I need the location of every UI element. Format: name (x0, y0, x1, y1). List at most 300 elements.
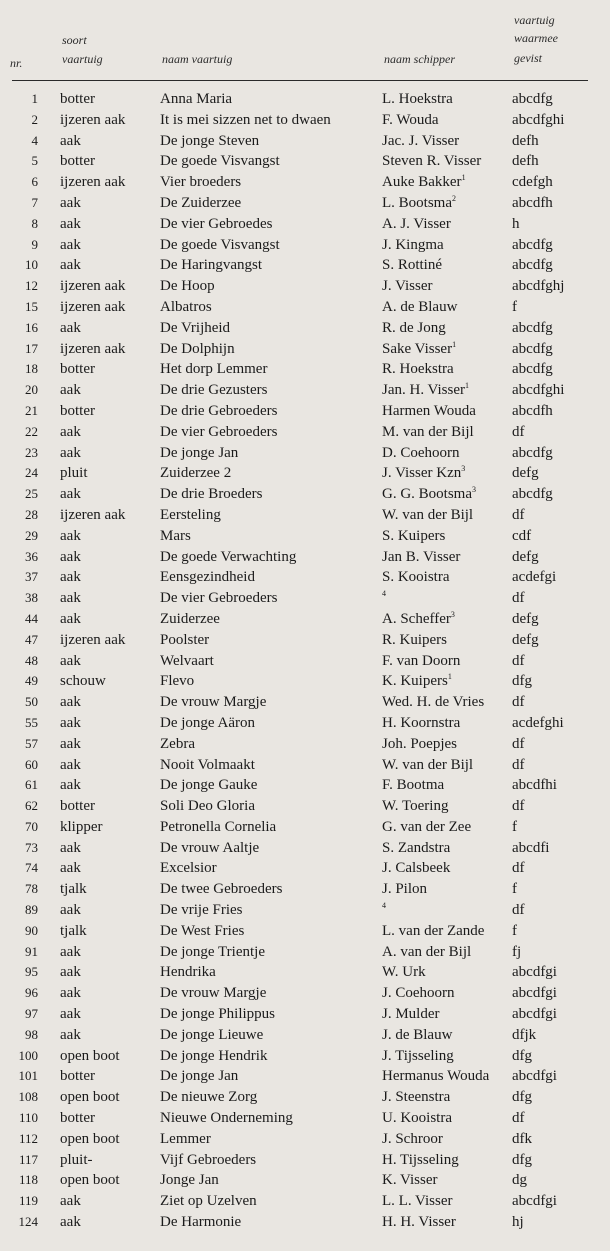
cell-nr: 55 (25, 714, 38, 730)
cell-soort-vaartuig: klipper (60, 818, 103, 835)
cell-nr: 29 (25, 527, 38, 543)
cell-gevist: dfg (512, 1047, 532, 1064)
cell-gevist: df (512, 590, 525, 607)
cell-naam-schipper (382, 692, 484, 713)
schipper-name: J. Mulder (382, 1006, 440, 1023)
cell-nr: 1 (31, 91, 38, 106)
cell-naam-vaartuig: De vrouw Margje (160, 694, 267, 711)
cell-gevist: dfg (512, 1151, 532, 1168)
schipper-name: L. Hoekstra (382, 91, 453, 107)
cell-nr: 50 (25, 694, 38, 710)
table-row (0, 692, 610, 713)
cell-gevist: dfg (512, 1089, 532, 1106)
footnote-marker: 3 (450, 609, 455, 619)
header-soort-line1: soort (62, 33, 87, 47)
schipper-name: Jan B. Visser (382, 548, 461, 565)
cell-soort-vaartuig: aak (60, 694, 81, 711)
cell-soort-vaartuig: botter (60, 91, 95, 107)
cell-naam-schipper (382, 1087, 450, 1108)
cell-soort-vaartuig: aak (60, 1026, 81, 1043)
cell-nr: 8 (31, 215, 38, 231)
cell-nr: 91 (25, 943, 38, 959)
cell-naam-vaartuig: De jonge Hendrik (160, 1047, 268, 1064)
cell-naam-schipper (382, 734, 457, 755)
cell-naam-schipper (382, 983, 455, 1004)
cell-gevist: abcdfg (512, 444, 553, 461)
table-row (0, 89, 610, 110)
cell-nr: 25 (25, 486, 38, 502)
cell-naam-vaartuig: Zuiderzee (160, 610, 220, 627)
table-row (0, 359, 610, 380)
cell-gevist: df (512, 756, 525, 773)
cell-naam-schipper (382, 89, 453, 110)
schipper-name: J. de Blauw (382, 1026, 453, 1043)
schipper-name: W. Toering (382, 798, 449, 815)
cell-gevist: abcdfgi (512, 1193, 557, 1210)
cell-naam-schipper (382, 1191, 452, 1212)
cell-soort-vaartuig: botter (60, 798, 95, 815)
cell-nr: 28 (25, 506, 38, 522)
cell-gevist: cdf (512, 527, 532, 544)
cell-nr: 12 (25, 278, 38, 294)
cell-gevist: df (512, 902, 525, 919)
cell-soort-vaartuig: ijzeren aak (60, 174, 126, 191)
table-row (0, 526, 610, 547)
schipper-name: Wed. H. de Vries (382, 694, 485, 711)
cell-soort-vaartuig: botter (60, 402, 95, 419)
schipper-name: A. van der Bijl (382, 943, 472, 960)
cell-naam-schipper (382, 172, 466, 193)
cell-nr: 108 (18, 1089, 38, 1105)
cell-naam-schipper (382, 1212, 456, 1233)
header-naam-vaartuig: naam vaartuig (162, 52, 233, 66)
cell-naam-schipper (382, 1129, 443, 1150)
cell-gevist: abcdfghi (512, 382, 565, 399)
cell-naam-vaartuig: De goede Visvangst (160, 236, 280, 253)
cell-soort-vaartuig: aak (60, 777, 81, 794)
table-row (0, 1212, 610, 1233)
table-body (0, 89, 610, 1233)
cell-nr: 15 (25, 298, 38, 314)
cell-naam-schipper (382, 526, 445, 547)
schipper-name: F. van Doorn (382, 652, 461, 669)
table-row (0, 484, 610, 505)
cell-soort-vaartuig: aak (60, 548, 81, 565)
cell-gevist: acdefgi (512, 569, 557, 586)
cell-nr: 5 (31, 153, 38, 169)
cell-soort-vaartuig: ijzeren aak (60, 506, 126, 523)
schipper-name: F. Wouda (382, 111, 439, 128)
footnote-marker: 1 (461, 173, 466, 183)
table-row (0, 775, 610, 796)
table-row (0, 151, 610, 172)
cell-naam-vaartuig: Petronella Cornelia (160, 818, 277, 835)
schipper-name: K. Visser (382, 1172, 438, 1189)
table-row (0, 838, 610, 859)
cell-naam-vaartuig: De jonge Lieuwe (160, 1026, 264, 1043)
schipper-name: L. L. Visser (382, 1193, 453, 1210)
cell-naam-schipper (382, 276, 433, 297)
table-row (0, 900, 610, 921)
schipper-name: J. Pilon (382, 881, 428, 898)
cell-naam-vaartuig: Eersteling (160, 506, 221, 523)
schipper-name: Steven R. Visser (382, 153, 482, 170)
schipper-name: D. Coehoorn (382, 444, 460, 461)
cell-naam-schipper (382, 422, 474, 443)
cell-naam-vaartuig: De jonge Gauke (160, 777, 258, 794)
cell-soort-vaartuig: aak (60, 486, 81, 503)
cell-gevist: h (512, 215, 520, 232)
cell-naam-vaartuig: De nieuwe Zorg (160, 1089, 258, 1106)
cell-soort-vaartuig: aak (60, 985, 81, 1002)
cell-gevist: dfk (512, 1130, 532, 1147)
cell-naam-schipper (382, 817, 471, 838)
cell-naam-vaartuig: Vijf Gebroeders (160, 1151, 257, 1168)
table-row (0, 339, 610, 360)
table-row (0, 879, 610, 900)
header-gevist-line1: vaartuig (514, 13, 555, 27)
table-row (0, 1025, 610, 1046)
cell-naam-vaartuig: De jonge Trientje (160, 943, 265, 960)
cell-gevist: abcdfg (512, 340, 553, 357)
cell-gevist: f (512, 298, 517, 315)
schipper-name: Sake Visser (382, 340, 453, 357)
cell-naam-vaartuig: De jonge Steven (160, 132, 260, 149)
cell-soort-vaartuig: aak (60, 569, 81, 586)
schipper-name: J. Kingma (382, 236, 444, 253)
table-row (0, 276, 610, 297)
cell-naam-schipper (382, 1170, 438, 1191)
cell-gevist: df (512, 798, 525, 815)
cell-soort-vaartuig: ijzeren aak (60, 278, 126, 295)
cell-gevist: df (512, 652, 525, 669)
cell-soort-vaartuig: aak (60, 964, 81, 981)
cell-nr: 78 (25, 881, 38, 897)
cell-soort-vaartuig: aak (60, 319, 81, 336)
schipper-name: A. de Blauw (382, 298, 458, 315)
cell-soort-vaartuig: pluit (60, 465, 88, 482)
cell-naam-vaartuig: Excelsior (160, 860, 217, 877)
cell-gevist: abcdfghj (512, 278, 565, 295)
cell-soort-vaartuig: open boot (60, 1047, 120, 1064)
cell-soort-vaartuig: ijzeren aak (60, 298, 126, 315)
cell-soort-vaartuig: open boot (60, 1089, 120, 1106)
cell-naam-schipper (382, 796, 448, 817)
cell-nr: 9 (31, 236, 38, 252)
cell-naam-vaartuig: De vrije Fries (160, 902, 243, 919)
cell-gevist: df (512, 423, 525, 440)
cell-gevist: defg (512, 548, 539, 565)
table-row (0, 193, 610, 214)
cell-soort-vaartuig: aak (60, 1214, 81, 1231)
cell-soort-vaartuig: open boot (60, 1130, 120, 1147)
schipper-name: Auke Bakker (382, 174, 462, 191)
schipper-name: R. de Jong (382, 319, 446, 336)
cell-naam-vaartuig: Soli Deo Gloria (160, 798, 255, 815)
footnote-marker: 2 (452, 193, 456, 203)
schipper-name: J. Steenstra (382, 1089, 451, 1106)
table-row (0, 380, 610, 401)
schipper-name: G. van der Zee (382, 818, 472, 835)
table-row (0, 1004, 610, 1025)
header-rule (12, 80, 588, 81)
table-row (0, 942, 610, 963)
header-nr: nr. (10, 56, 23, 70)
cell-gevist: defg (512, 465, 539, 482)
cell-nr: 17 (25, 340, 38, 356)
cell-soort-vaartuig: aak (60, 215, 81, 232)
cell-gevist: defg (512, 631, 539, 648)
cell-soort-vaartuig: pluit- (60, 1151, 93, 1168)
cell-naam-schipper (382, 921, 484, 942)
cell-naam-vaartuig: Poolster (160, 631, 210, 648)
table-row (0, 651, 610, 672)
table-row (0, 1046, 610, 1067)
schipper-name: J. Calsbeek (382, 860, 451, 877)
header-gevist-line2: waarmee (514, 31, 558, 45)
cell-naam-schipper (382, 401, 476, 422)
cell-nr: 21 (25, 402, 38, 418)
cell-soort-vaartuig: aak (60, 756, 81, 773)
cell-naam-schipper (382, 755, 473, 776)
cell-gevist: acdefghi (512, 714, 564, 731)
cell-naam-schipper (382, 255, 442, 276)
cell-soort-vaartuig: aak (60, 860, 81, 877)
header-gevist-line3: gevist (514, 51, 542, 65)
cell-soort-vaartuig: botter (60, 1110, 95, 1127)
cell-gevist: f (512, 881, 517, 898)
schipper-name: G. G. Bootsma (382, 486, 472, 503)
cell-gevist: abcdfgi (512, 1006, 557, 1023)
cell-gevist: hj (512, 1214, 524, 1231)
cell-naam-vaartuig: Lemmer (160, 1130, 211, 1147)
cell-nr: 10 (25, 257, 38, 273)
cell-nr: 119 (18, 1193, 38, 1209)
cell-naam-vaartuig: Jonge Jan (160, 1172, 219, 1189)
cell-gevist: df (512, 694, 525, 711)
cell-naam-vaartuig: De goede Verwachting (160, 548, 297, 565)
cell-soort-vaartuig: aak (60, 527, 81, 544)
cell-gevist: abcdfg (512, 361, 553, 378)
cell-naam-schipper (382, 214, 451, 235)
cell-gevist: abcdfg (512, 91, 553, 107)
cell-nr: 38 (25, 590, 38, 606)
schipper-name: S. Zandstra (382, 839, 451, 856)
cell-naam-vaartuig: De Hoop (160, 278, 215, 295)
cell-naam-vaartuig: Nooit Volmaakt (160, 756, 255, 773)
cell-naam-vaartuig: It is mei sizzen net to dwaen (160, 111, 331, 128)
table-row (0, 734, 610, 755)
cell-gevist: abcdfgi (512, 1068, 557, 1085)
table-row (0, 755, 610, 776)
cell-naam-vaartuig: De drie Gezusters (160, 382, 268, 399)
cell-naam-schipper (382, 235, 444, 256)
cell-naam-vaartuig: De vier Gebroedes (160, 215, 273, 232)
cell-soort-vaartuig: aak (60, 943, 81, 960)
footnote-marker: 1 (452, 339, 457, 349)
cell-gevist: abcdfg (512, 236, 553, 253)
table-row (0, 630, 610, 651)
cell-soort-vaartuig: aak (60, 194, 81, 211)
cell-nr: 2 (31, 111, 38, 127)
cell-naam-vaartuig: Welvaart (160, 652, 214, 669)
cell-gevist: f (512, 818, 517, 835)
schipper-name: W. Urk (382, 964, 426, 981)
cell-gevist: df (512, 1110, 525, 1127)
schipper-name: U. Kooistra (382, 1110, 452, 1127)
cell-naam-vaartuig: De jonge Jan (160, 444, 239, 461)
cell-nr: 7 (31, 194, 38, 210)
table-row (0, 921, 610, 942)
table-row (0, 110, 610, 131)
cell-gevist: df (512, 735, 525, 752)
schipper-name: Jac. J. Visser (382, 132, 460, 149)
schipper-name: J. Visser (382, 278, 433, 295)
cell-naam-schipper (382, 339, 456, 360)
cell-gevist: abcdfg (512, 486, 553, 503)
cell-nr: 60 (25, 756, 38, 772)
table-header (0, 0, 610, 82)
schipper-name: K. Kuipers (382, 673, 448, 690)
cell-naam-vaartuig: De drie Broeders (160, 486, 263, 503)
cell-soort-vaartuig: tjalk (60, 922, 87, 939)
cell-nr: 48 (25, 652, 38, 668)
table-row (0, 443, 610, 464)
cell-naam-vaartuig: De Zuiderzee (160, 194, 242, 211)
cell-soort-vaartuig: aak (60, 610, 81, 627)
cell-naam-vaartuig: De vrouw Aaltje (160, 839, 260, 856)
schipper-name: M. van der Bijl (382, 423, 474, 440)
cell-nr: 20 (25, 382, 38, 398)
cell-naam-vaartuig: Ziet op Uzelven (160, 1193, 257, 1210)
cell-soort-vaartuig: aak (60, 590, 81, 607)
cell-naam-vaartuig: Zebra (160, 735, 195, 752)
table-row (0, 1108, 610, 1129)
schipper-name: S. Kuipers (382, 527, 446, 544)
table-row (0, 1150, 610, 1171)
schipper-name: R. Hoekstra (382, 361, 454, 378)
cell-naam-schipper (382, 193, 456, 214)
cell-nr: 73 (25, 839, 38, 855)
cell-gevist: df (512, 506, 525, 523)
cell-naam-vaartuig: Hendrika (160, 964, 216, 981)
cell-naam-vaartuig: De Dolphijn (160, 340, 235, 357)
footnote-marker: 4 (382, 589, 386, 599)
cell-gevist: df (512, 860, 525, 877)
cell-soort-vaartuig: aak (60, 423, 81, 440)
cell-naam-vaartuig: De vier Gebroeders (160, 423, 278, 440)
cell-nr: 23 (25, 444, 38, 460)
cell-gevist: dfg (512, 673, 532, 690)
cell-naam-vaartuig: Vier broeders (160, 174, 242, 191)
cell-naam-vaartuig: De goede Visvangst (160, 153, 280, 170)
table-row (0, 318, 610, 339)
cell-naam-schipper (382, 547, 460, 568)
cell-soort-vaartuig: botter (60, 1068, 95, 1085)
cell-soort-vaartuig: tjalk (60, 881, 87, 898)
schipper-name: J. Tijsseling (382, 1047, 454, 1064)
table-row (0, 235, 610, 256)
table-row (0, 588, 610, 609)
cell-nr: 37 (25, 569, 38, 585)
header-naam-schipper: naam schipper (384, 52, 455, 66)
table-row (0, 505, 610, 526)
cell-nr: 96 (25, 985, 38, 1001)
cell-naam-schipper (382, 962, 426, 983)
cell-gevist: fj (512, 943, 522, 960)
footnote-marker: 1 (464, 381, 469, 391)
table-row (0, 214, 610, 235)
cell-nr: 89 (25, 902, 38, 918)
schipper-name: S. Kooistra (382, 569, 450, 586)
cell-gevist: abcdfg (512, 257, 553, 274)
cell-nr: 18 (25, 361, 38, 377)
schipper-name: H. Koornstra (382, 714, 461, 731)
table-row (0, 796, 610, 817)
table-row (0, 401, 610, 422)
cell-soort-vaartuig: aak (60, 902, 81, 919)
table-row (0, 817, 610, 838)
cell-naam-schipper (382, 838, 450, 859)
schipper-name: Hermanus Wouda (382, 1068, 490, 1085)
table-row (0, 297, 610, 318)
cell-nr: 24 (25, 465, 38, 481)
cell-soort-vaartuig: open boot (60, 1172, 120, 1189)
cell-nr: 49 (25, 673, 38, 689)
cell-naam-vaartuig: Flevo (160, 673, 195, 690)
table-row (0, 1191, 610, 1212)
cell-gevist: abcdfh (512, 402, 553, 419)
cell-nr: 47 (25, 631, 38, 647)
cell-naam-vaartuig: De twee Gebroeders (160, 881, 283, 898)
cell-gevist: abcdfh (512, 194, 553, 211)
table-row (0, 1170, 610, 1191)
cell-naam-schipper (382, 1108, 452, 1129)
cell-nr: 124 (18, 1214, 38, 1230)
cell-naam-vaartuig: Albatros (160, 298, 212, 315)
cell-nr: 110 (18, 1110, 38, 1126)
table-row (0, 671, 610, 692)
cell-naam-schipper (382, 671, 452, 692)
cell-nr: 57 (25, 735, 38, 751)
cell-soort-vaartuig: aak (60, 444, 81, 461)
cell-naam-vaartuig: Mars (160, 527, 191, 544)
cell-gevist: dg (512, 1172, 527, 1189)
cell-soort-vaartuig: ijzeren aak (60, 631, 126, 648)
cell-soort-vaartuig: aak (60, 652, 81, 669)
header-soort-line2: vaartuig (62, 52, 103, 66)
cell-naam-schipper (382, 131, 459, 152)
table-row (0, 255, 610, 276)
schipper-name: L. Bootsma (382, 194, 452, 211)
cell-naam-schipper (382, 879, 427, 900)
cell-naam-schipper (382, 588, 386, 609)
table-row (0, 131, 610, 152)
schipper-name: J. Schroor (382, 1130, 443, 1147)
cell-soort-vaartuig: botter (60, 153, 95, 170)
schipper-name: J. Visser Kzn (382, 465, 462, 482)
cell-naam-schipper (382, 505, 473, 526)
cell-gevist: defg (512, 610, 539, 627)
cell-naam-vaartuig: De jonge Aäron (160, 714, 255, 731)
cell-naam-schipper (382, 297, 457, 318)
cell-nr: 62 (25, 798, 38, 814)
cell-nr: 70 (25, 818, 38, 834)
cell-naam-vaartuig: De Haringvangst (160, 257, 263, 274)
cell-soort-vaartuig: botter (60, 361, 95, 378)
table-row (0, 858, 610, 879)
schipper-name: Joh. Poepjes (382, 735, 457, 752)
